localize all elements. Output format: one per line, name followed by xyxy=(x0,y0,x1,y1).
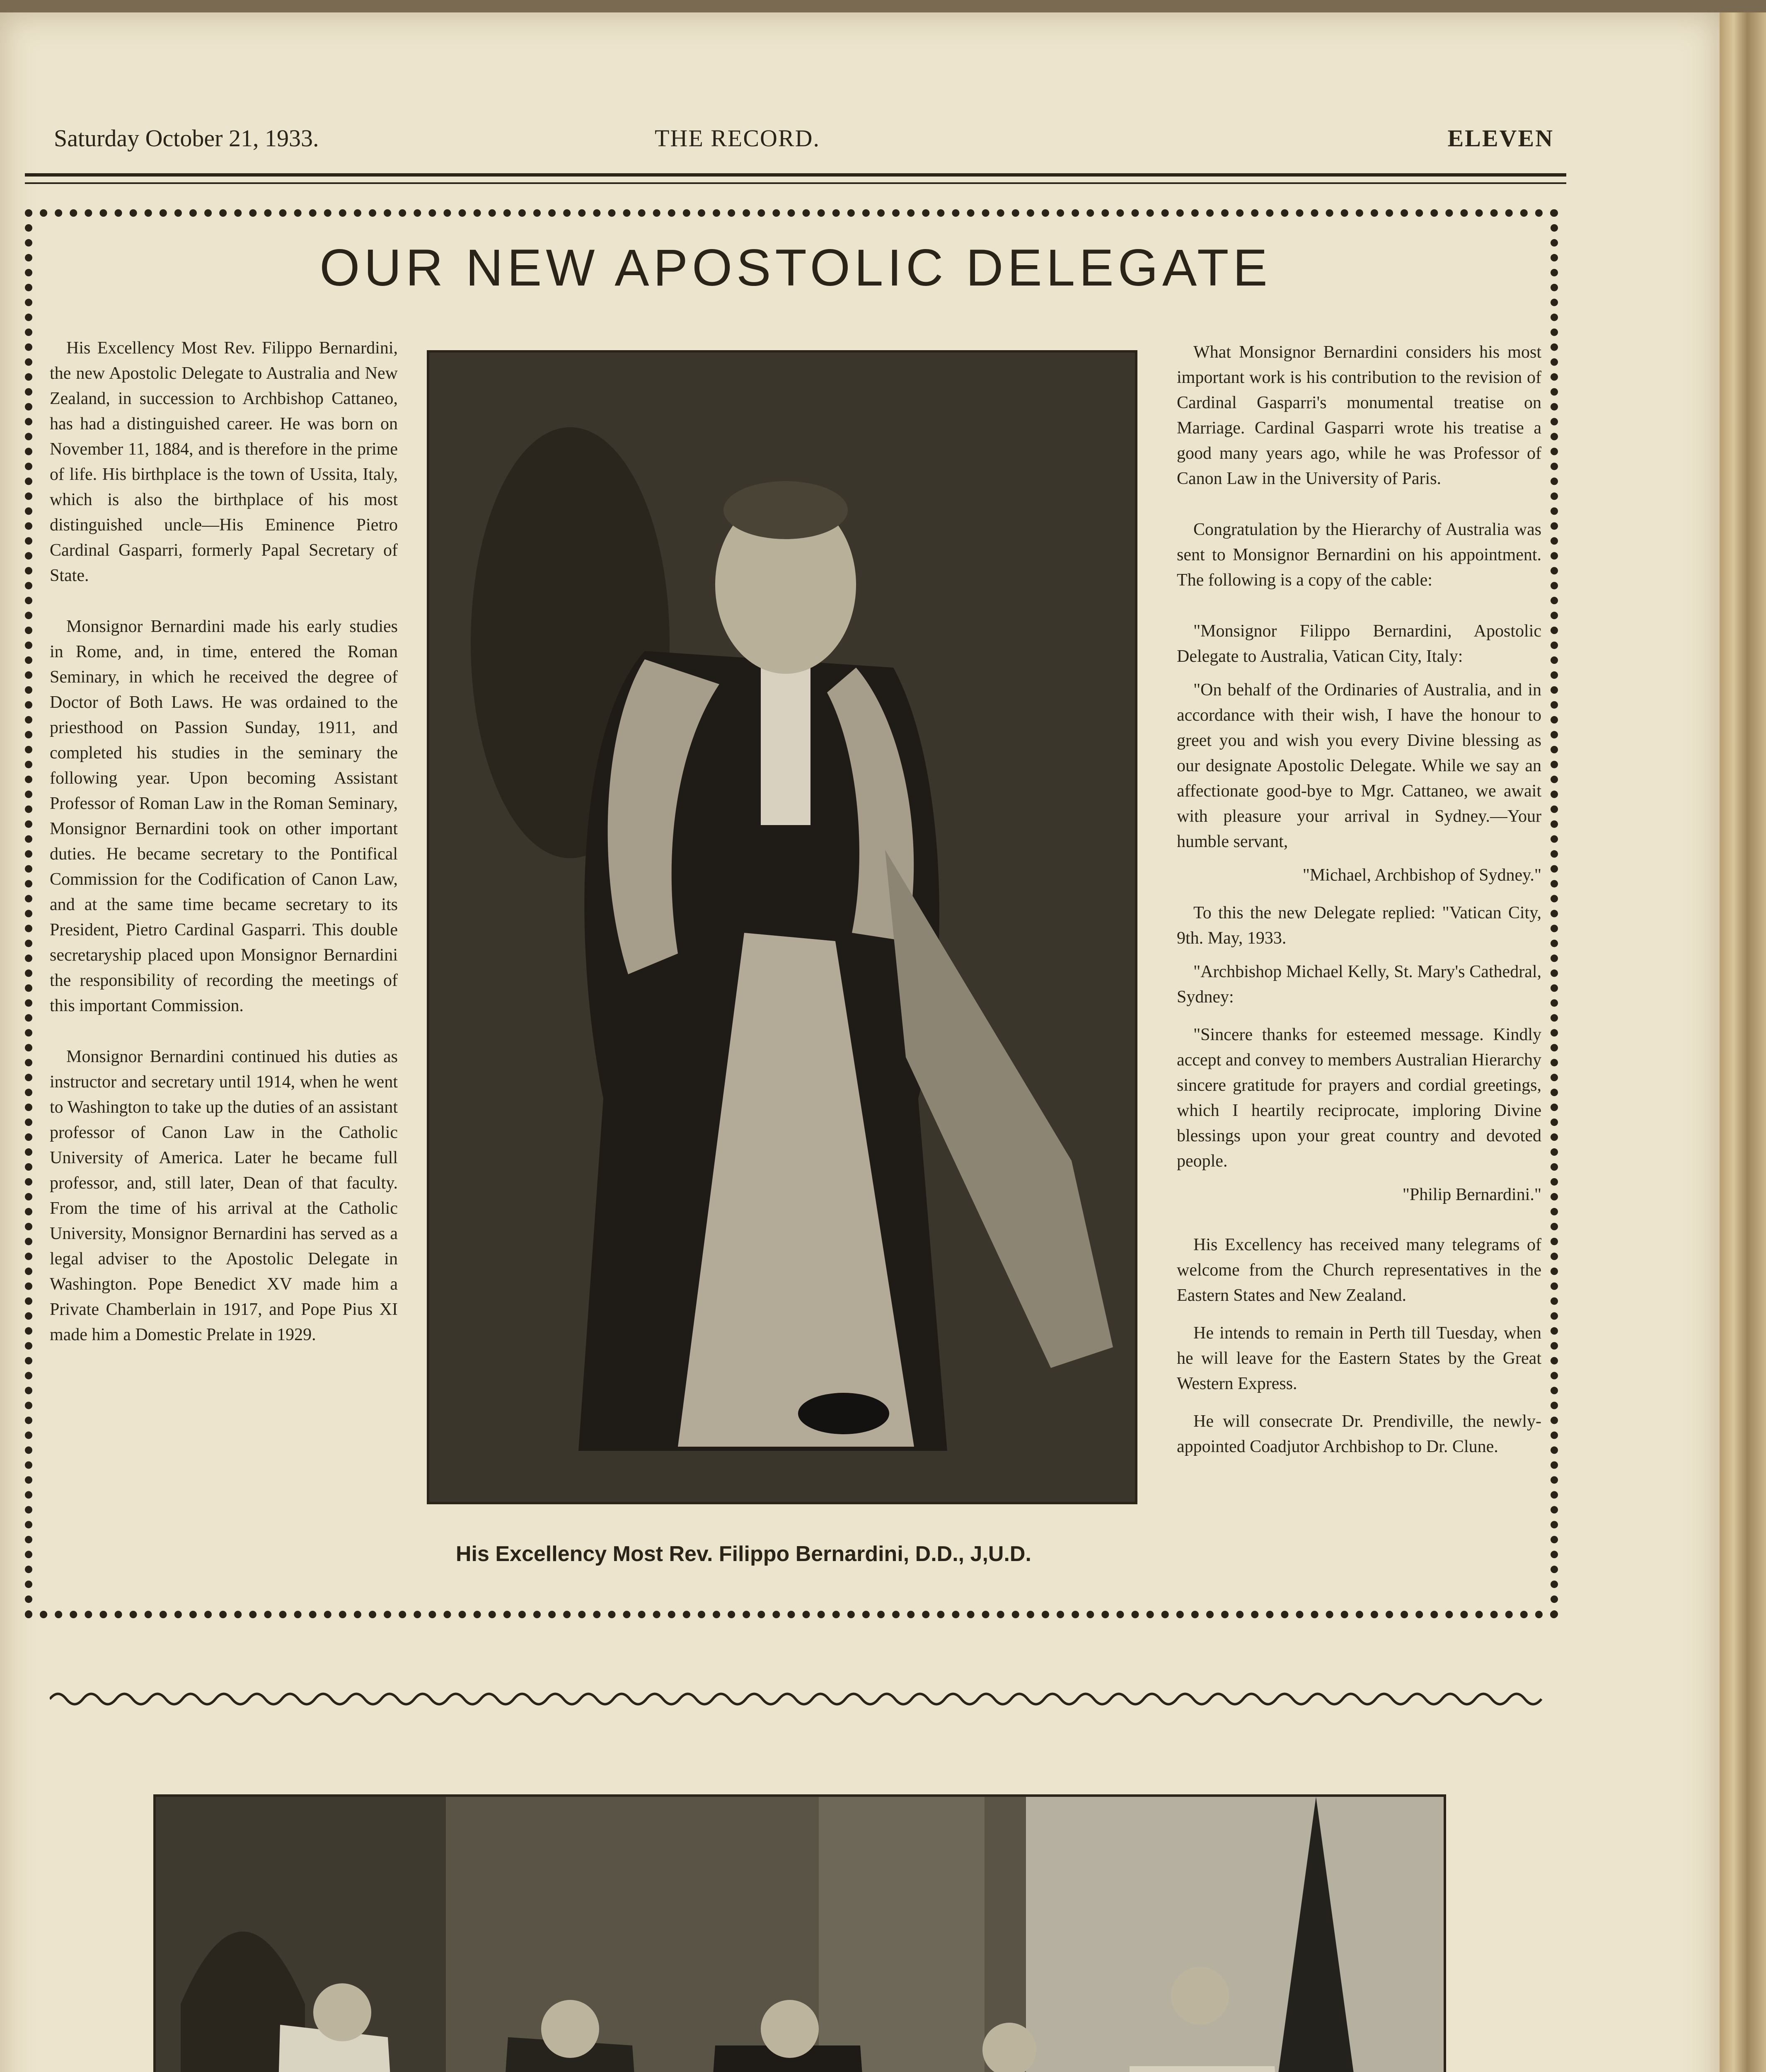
right-paragraph: "Michael, Archbishop of Sydney." xyxy=(1302,866,1541,885)
page-edge xyxy=(1720,12,1766,2072)
right-paragraph: He intends to remain in Perth till Tuesday, when he will leave for the Eastern States by the Great Western Express. xyxy=(1177,1324,1541,1393)
right-paragraph: To this the new Delegate replied: "Vatican City, 9th. May, 1933. xyxy=(1177,903,1541,948)
right-paragraph: Congratulation by the Hierarchy of Australia was sent to Monsignor Bernardini on his appointment. The following is a copy of the cable: xyxy=(1177,520,1541,590)
article-headline: OUR NEW APOSTOLIC DELEGATE xyxy=(319,239,1272,297)
decorative-divider xyxy=(50,1687,1550,1711)
right-paragraph: He will consecrate Dr. Prendiville, the newly-appointed Coadjutor Archbishop to Dr. Clune. xyxy=(1177,1412,1541,1456)
right-paragraph: "Monsignor Filippo Bernardini, Apostolic Delegate to Australia, Vatican City, Italy: xyxy=(1177,622,1541,666)
left-paragraph: Monsignor Bernardini made his early studies in Rome, and, in time, entered the Roman Seminary, in which he received the degree of Doctor of Both Laws. He was ordained to the priesthood on Passion Sunday, 1911, and completed his studies in the seminary the following year. Upon becoming Assistant Professor of Roman Law in the Roman Seminary, Monsignor Bernardini took on other important duties. He became secretary to the Pontifical Commission for the Codification of Canon Law, and at the same time became secretary to its President, Pietro Cardinal Gasparri. This double secretaryship placed upon Monsignor Bernardini the responsibility of recording the meetings of this important Commission. xyxy=(50,617,398,1015)
left-paragraph: His Excellency Most Rev. Filippo Bernardini, the new Apostolic Delegate to Australia and New Zealand, in succession to Archbishop Cattaneo, has had a distinguished career. He was born on November 11, 1884, and is therefore in the prime of life. His birthplace is the town of Ussita, Italy, which is also the birthplace of his most distinguished uncle—His Eminence Pietro Cardinal Gasparri, formerly Papal Secretary of State. xyxy=(50,339,398,585)
header-date: Saturday October 21, 1933. xyxy=(54,125,319,152)
header-page-number: ELEVEN xyxy=(1447,125,1554,152)
right-paragraph: "Philip Bernardini." xyxy=(1402,1185,1541,1204)
header-rule-thick xyxy=(25,173,1566,177)
right-paragraph: "Archbishop Michael Kelly, St. Mary's Cathedral, Sydney: xyxy=(1177,962,1541,1007)
right-paragraph: What Monsignor Bernardini considers his most important work is his contribution to the revision of Cardinal Gasparri's monumental treatise on Marriage. Cardinal Gasparri wrote his treatise a good many years ago, while he was Professor of Canon Law in the University of Paris. xyxy=(1177,343,1541,488)
right-paragraph: "On behalf of the Ordinaries of Australia, and in accordance with their wish, I have the honour to greet you and wish you every Divine blessing as our designate Apostolic Delegate. While we say an affectionate good-bye to Mgr. Cattaneo, we await with pleasure your arrival in Sydney.—Your humble servant, xyxy=(1177,680,1541,851)
right-paragraph: "Sincere thanks for esteemed message. Kindly accept and convey to members Australian Hierarchy sincere gratitude for prayers and cordial greetings, which I heartily reciprocate, imploring Divine blessings upon your great country and devoted people. xyxy=(1177,1025,1541,1171)
article-right-column xyxy=(1177,340,1541,1485)
portrait-illustration xyxy=(429,353,1135,1502)
article-left-column xyxy=(50,336,398,1373)
left-paragraph: Monsignor Bernardini continued his duties as instructor and secretary until 1914, when he went to Washington to take up the duties of an assistant professor of Canon Law in the Catholic University of America. Later he became full professor, and, still later, Dean of that faculty. From the time of his arrival at the Catholic University, Monsignor Bernardini has served as a legal adviser to the Apostolic Delegate in Washington. Pope Benedict XV made him a Private Chamberlain in 1917, and Pope Pius XI made him a Domestic Prelate in 1929. xyxy=(50,1047,398,1344)
group-photo-illustration xyxy=(156,1797,1444,2072)
page-header xyxy=(50,124,1554,162)
portrait-caption: His Excellency Most Rev. Filippo Bernardini, D.D., J,U.D. xyxy=(456,1542,1031,1566)
header-rule-thin xyxy=(25,182,1566,184)
group-photo xyxy=(153,1794,1446,2072)
portrait-photo xyxy=(427,350,1137,1504)
header-title: THE RECORD. xyxy=(655,125,820,152)
right-paragraph: His Excellency has received many telegrams of welcome from the Church representatives in the Eastern States and New Zealand. xyxy=(1177,1235,1541,1305)
